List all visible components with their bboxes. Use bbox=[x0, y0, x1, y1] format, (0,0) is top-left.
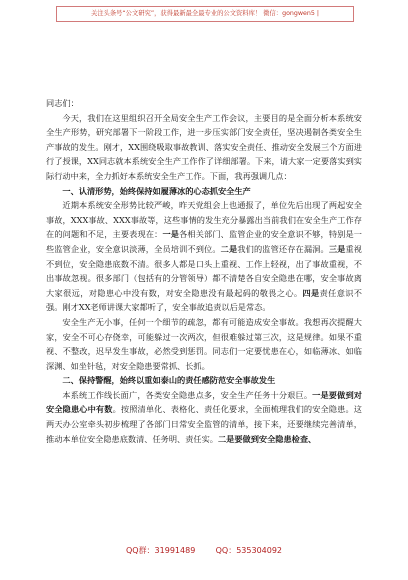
paragraph-text: 重视不到位，安全隐患底数不清。很多人都是口头上重视、工作上轻视，出了事故重视，不出事故忽视。很多部门（包括有的分管领导）都不清楚各自安全隐患在哪，安全事故离大家很远，对隐患心中没有数，对安全隐患没有最起码的敬畏之心。 bbox=[46, 243, 362, 298]
section-heading-1: 一、认清形势，始终保持如履薄冰的心态抓安全生产 bbox=[62, 185, 251, 196]
paragraph-text: 。按照清单化、表格化、责任化要求，全面梳理我们的安全隐患。这两天办公室牵头初步梳理了各部门日常安全监管的清单，接下来，还要继续完善清单，推动本单位安全隐患底数清、任务明、责任实。 bbox=[46, 404, 362, 444]
contact-footer: QQ群：31991489 QQ：535304092 bbox=[125, 546, 283, 555]
point-marker-1: 一是要做到对安全隐患心中有数 bbox=[46, 389, 362, 415]
promo-banner: 关注头条号“公文研究”，获得最新最全最专业的公文资料库！ 微信：gongwen5 | bbox=[56, 6, 354, 22]
paragraph-text: 近期本系统安全形势比较严峻，昨天党组会上也通报了，单位先后出现了两起安全事故，XXX事故、XXX事故等，这些事情的发生充分暴露出当前我们在安全生产工作存在的问题和不足，主要表现在： bbox=[46, 200, 362, 240]
point-marker-2: 二是要做到安全隐患检查、 bbox=[217, 433, 317, 444]
speech-body bbox=[46, 96, 362, 446]
point-marker-4: 四是 bbox=[302, 287, 320, 298]
paragraph-tasks bbox=[46, 388, 362, 446]
paragraph-situation bbox=[46, 198, 362, 315]
point-marker-2: 二是 bbox=[220, 243, 238, 254]
paragraph-warning: 安全生产无小事，任何一个细节的疏忽，都有可能造成安全事故。我想再次提醒大家，安全不可心存侥幸，可能躲过一次两次，但很难躲过第三次，这是规律。如果不重视、不整改，迟早发生事故，必然受到惩罚。同志们一定要忧患在心，如临薄冰、如临深渊、如坐针毡，对安全隐患要常抓、长抓。 bbox=[46, 316, 362, 371]
paragraph-text: 本系统工作线长面广，各类安全隐患点多，安全生产任务十分艰巨。 bbox=[62, 389, 313, 400]
paragraph-text: 我们的监管还存在漏洞。 bbox=[237, 243, 329, 254]
paragraph-text: 责任意识不强。刚才XX老师讲课大家都听了，安全事故追责以后是常态。 bbox=[46, 287, 362, 313]
salutation: 同志们： bbox=[46, 98, 79, 108]
point-marker-1: 一是 bbox=[162, 229, 180, 240]
paragraph-intro: 今天，我们在这里组织召开全局安全生产工作会议，主要目的是全面分析本系统安全生产形势，研究部署下一阶段工作，进一步压实部门安全责任，坚决遏制各类安全生产事故的发生。刚才，XX围绕吸取事故教训、落实安全责任、推动安全发展三个方面进行了授课，XX同志就本系统安全生产工作作了详细部署。下来，请大家一定要落实到实际行动中来，全力抓好本系统安全生产工作。下面，我再强调几点： bbox=[46, 112, 362, 181]
paragraph-text: 各相关部门、监管企业的安全意识不够，特别是一些监管企业，安全意识淡薄，全员培训不到位。 bbox=[46, 229, 362, 254]
point-marker-3: 三是 bbox=[328, 243, 346, 254]
section-heading-2: 二、保持警醒，始终以重如泰山的责任感防范安全事故发生 bbox=[62, 375, 276, 386]
